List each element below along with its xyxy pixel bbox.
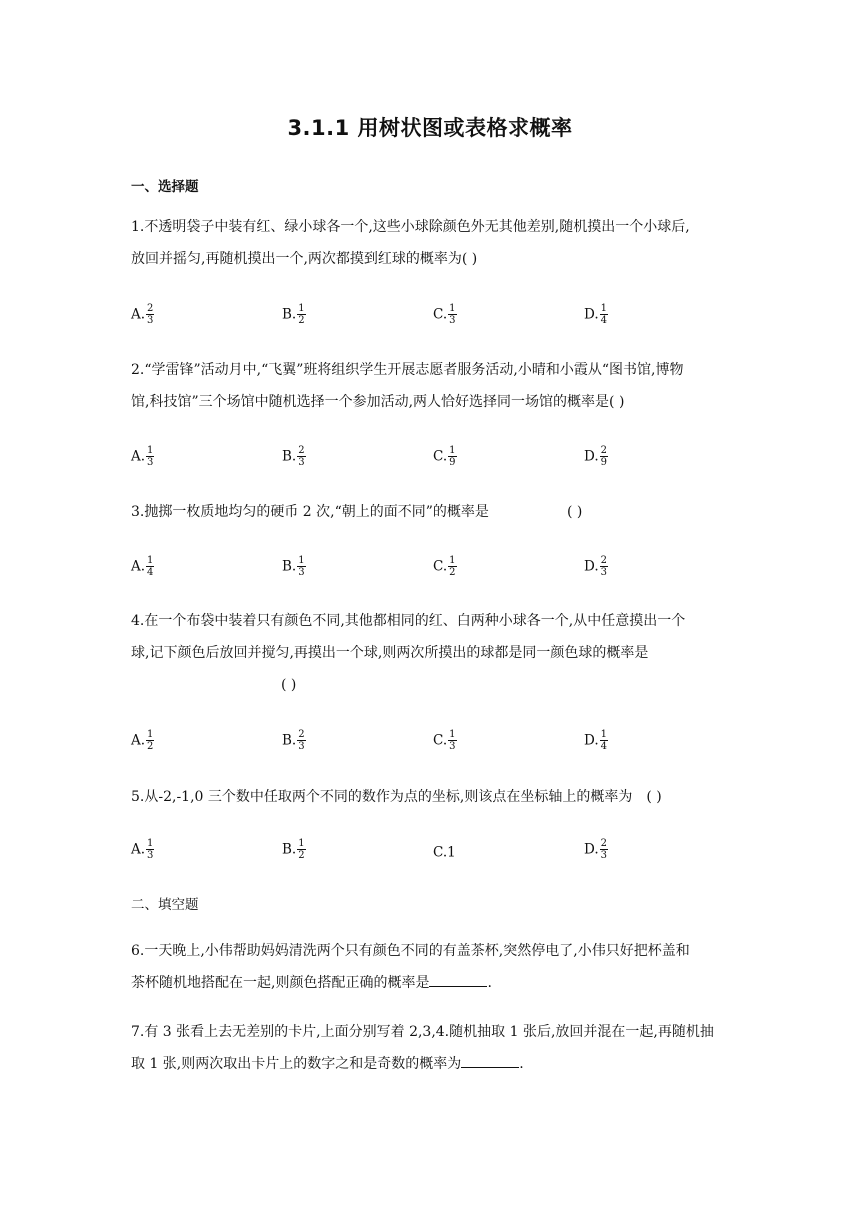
options-1 <box>131 303 731 333</box>
options-4 <box>131 729 731 759</box>
fraction: $\frac{2}{3}$ <box>298 445 305 468</box>
option-b: B. $\frac{1}{2}$ <box>282 838 305 861</box>
fraction: $\frac{1}{3}$ <box>449 303 456 326</box>
question-5 <box>131 781 731 813</box>
option-b: B. $\frac{1}{3}$ <box>282 555 305 578</box>
fraction: $\frac{1}{3}$ <box>298 555 305 578</box>
fraction: $\frac{1}{4}$ <box>600 303 608 326</box>
question-line: 3.抛掷一枚质地均匀的硬币 2 次,“朝上的面不同”的概率是 <box>131 504 489 520</box>
fraction: $\frac{1}{9}$ <box>449 445 456 468</box>
option-a: A. $\frac{1}{3}$ <box>131 445 154 468</box>
option-a: A. $\frac{2}{3}$ <box>131 303 154 326</box>
fraction: $\frac{2}{9}$ <box>600 445 608 468</box>
options-2 <box>131 445 731 475</box>
question-2 <box>131 354 731 418</box>
fraction: $\frac{1}{3}$ <box>147 445 154 468</box>
option-b: B. $\frac{2}{3}$ <box>282 445 305 468</box>
option-b: B. $\frac{1}{2}$ <box>282 303 305 326</box>
option-c: C. $\frac{1}{3}$ <box>433 729 456 752</box>
option-a: A. $\frac{1}{2}$ <box>131 729 154 752</box>
question-3 <box>131 496 731 528</box>
option-c: C.1 <box>433 844 456 861</box>
option-d: D. $\frac{1}{4}$ <box>584 303 608 326</box>
options-5 <box>131 838 731 868</box>
question-line: 2.“学雷锋”活动月中,“飞翼”班将组织学生开展志愿者服务活动,小晴和小霞从“图书馆,博物 <box>131 362 684 378</box>
fraction: $\frac{2}{3}$ <box>600 555 608 578</box>
sentence-end: . <box>487 975 492 991</box>
question-line: 取 1 张,则两次取出卡片上的数字之和是奇数的概率为 <box>131 1056 462 1072</box>
question-line: 5.从-2,-1,0 三个数中任取两个不同的数作为点的坐标,则该点在坐标轴上的概率为 <box>131 789 633 805</box>
question-line: 馆,科技馆”三个场馆中随机选择一个参加活动,两人恰好选择同一场馆的概率是( ) <box>131 394 625 410</box>
option-c: C. $\frac{1}{3}$ <box>433 303 456 326</box>
question-1 <box>131 211 731 275</box>
question-line: 茶杯随机地搭配在一起,则颜色搭配正确的概率是 <box>131 975 430 991</box>
section-heading-choice: 一、选择题 <box>131 179 199 195</box>
option-a: A. $\frac{1}{3}$ <box>131 838 154 861</box>
question-line: 1.不透明袋子中装有红、绿小球各一个,这些小球除颜色外无其他差别,随机摸出一个小球后, <box>131 219 690 235</box>
sentence-end: . <box>519 1056 524 1072</box>
option-d: D. $\frac{2}{3}$ <box>584 555 608 578</box>
answer-blank[interactable] <box>461 1053 519 1068</box>
fraction: $\frac{1}{4}$ <box>147 555 154 578</box>
answer-paren: ( ) <box>281 677 297 693</box>
fraction: $\frac{1}{3}$ <box>449 729 456 752</box>
fraction: $\frac{1}{3}$ <box>147 838 154 861</box>
question-line: 7.有 3 张看上去无差别的卡片,上面分别写着 2,3,4.随机抽取 1 张后,放回并混在一起,再随机抽 <box>131 1024 714 1040</box>
option-b: B. $\frac{2}{3}$ <box>282 729 305 752</box>
question-line: 球,记下颜色后放回并搅匀,再摸出一个球,则两次所摸出的球都是同一颜色球的概率是 <box>131 645 649 661</box>
question-4 <box>131 605 731 701</box>
fraction: $\frac{2}{3}$ <box>298 729 305 752</box>
option-c: C. $\frac{1}{2}$ <box>433 555 456 578</box>
option-d: D. $\frac{2}{3}$ <box>584 838 608 861</box>
question-7 <box>131 1016 731 1080</box>
option-c: C. $\frac{1}{9}$ <box>433 445 456 468</box>
page-title: 3.1.1 用树状图或表格求概率 <box>287 116 573 140</box>
fraction: $\frac{1}{2}$ <box>298 303 305 326</box>
options-3 <box>131 555 731 585</box>
fraction: $\frac{2}{3}$ <box>147 303 154 326</box>
section-heading-fill: 二、填空题 <box>131 897 199 913</box>
question-6 <box>131 935 731 999</box>
fraction: $\frac{1}{2}$ <box>449 555 456 578</box>
fraction: $\frac{1}{2}$ <box>298 838 305 861</box>
question-line: 6.一天晚上,小伟帮助妈妈清洗两个只有颜色不同的有盖茶杯,突然停电了,小伟只好把杯盖和 <box>131 943 690 959</box>
answer-paren: ( ) <box>646 789 662 805</box>
option-a: A. $\frac{1}{4}$ <box>131 555 154 578</box>
fraction: $\frac{2}{3}$ <box>600 838 608 861</box>
answer-blank[interactable] <box>429 972 487 987</box>
question-line: 4.在一个布袋中装着只有颜色不同,其他都相同的红、白两种小球各一个,从中任意摸出一个 <box>131 613 686 629</box>
option-d: D. $\frac{1}{4}$ <box>584 729 608 752</box>
fraction: $\frac{1}{4}$ <box>600 729 608 752</box>
option-d: D. $\frac{2}{9}$ <box>584 445 608 468</box>
fraction: $\frac{1}{2}$ <box>147 729 154 752</box>
question-line: 放回并摇匀,再随机摸出一个,两次都摸到红球的概率为( ) <box>131 251 478 267</box>
answer-paren: ( ) <box>566 504 583 520</box>
